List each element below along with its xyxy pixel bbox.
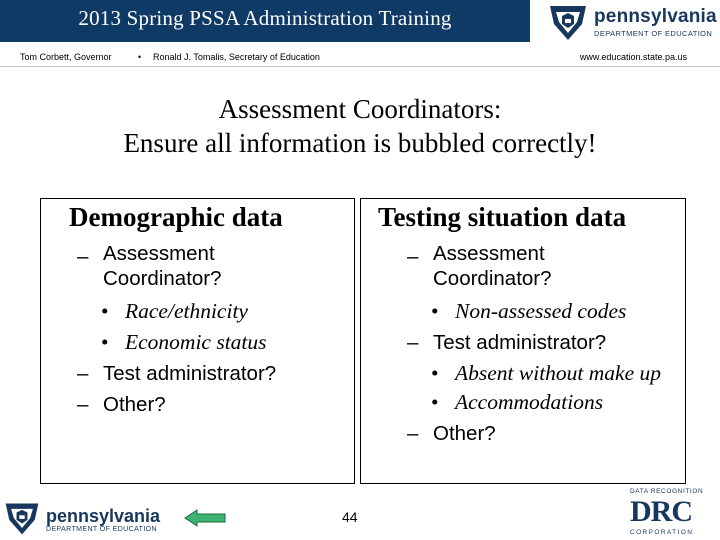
list-item: [407, 241, 593, 291]
testing-situation-title: Testing situation data: [378, 202, 627, 232]
sub-list-item: [431, 296, 679, 327]
sub-item-label: Race/ethnicity: [125, 299, 248, 323]
dash-marker: –: [407, 422, 419, 445]
list-item-label: Assessment Coordinator?: [103, 242, 222, 290]
slide-heading-line1: Assessment Coordinators:: [218, 94, 502, 124]
dash-marker: –: [77, 245, 89, 268]
title-band: [0, 0, 530, 42]
slide-heading: [0, 92, 720, 160]
drc-logo-bottom: CORPORATION: [630, 529, 694, 536]
sub-list-item: [101, 296, 347, 327]
demographic-list: [77, 241, 347, 420]
bullet-marker: •: [101, 299, 109, 323]
sub-item-label: Accommodations: [455, 390, 604, 414]
pa-logo-dept: DEPARTMENT OF EDUCATION: [594, 29, 713, 38]
sub-list-item: [431, 358, 669, 387]
separator-dot: •: [138, 52, 142, 62]
sub-list-item: [431, 387, 679, 418]
pa-logo-word: pennsylvania: [594, 6, 717, 27]
footer-pa-logo: [2, 498, 174, 538]
list-item-label: Assessment Coordinator?: [433, 242, 552, 290]
pa-keystone-seal-icon: [546, 2, 590, 42]
header-bar: [0, 0, 720, 44]
education-url[interactable]: www.education.state.pa.us: [579, 52, 687, 62]
dash-marker: –: [77, 362, 89, 385]
list-item: [407, 418, 679, 449]
pa-keystone-seal-icon: [2, 498, 42, 538]
testing-situation-box: [360, 198, 686, 484]
footer-logo-dept: DEPARTMENT OF EDUCATION: [46, 526, 157, 533]
drc-logo-word: DRC: [630, 495, 692, 528]
demographic-data-title: Demographic data: [69, 202, 283, 232]
bullet-marker: •: [431, 361, 439, 385]
presentation-title: 2013 Spring PSSA Administration Training: [78, 6, 452, 30]
bullet-marker: •: [431, 299, 439, 323]
bullet-marker: •: [101, 330, 109, 354]
secretary-name: Ronald J. Tomalis, Secretary of Education: [153, 52, 320, 62]
pa-education-logo: [546, 2, 716, 42]
subheader-bar: [0, 44, 720, 67]
list-item-label: Test administrator?: [103, 362, 277, 385]
slide-heading-line2: Ensure all information is bubbled correctly!: [123, 128, 597, 158]
sub-list-item: [101, 327, 347, 358]
list-item-label: Other?: [433, 422, 496, 445]
sub-item-label: Absent without make up: [455, 361, 662, 385]
list-item: [77, 389, 347, 420]
drc-logo: [626, 488, 712, 538]
bullet-marker: •: [431, 390, 439, 414]
testing-situation-list: [407, 241, 679, 449]
list-item-label: Other?: [103, 393, 166, 416]
list-item: [407, 327, 679, 358]
list-item-label: Test administrator?: [433, 331, 607, 354]
list-item: [77, 358, 347, 389]
dash-marker: –: [407, 245, 419, 268]
drc-logo-top: DATA RECOGNITION: [630, 488, 704, 495]
sub-item-label: Non-assessed codes: [455, 299, 627, 323]
back-arrow-icon[interactable]: [183, 508, 227, 528]
demographic-data-box: [40, 198, 355, 484]
sub-item-label: Economic status: [125, 330, 267, 354]
list-item: [77, 241, 233, 291]
footer-logo-word: pennsylvania: [46, 506, 161, 526]
dash-marker: –: [77, 393, 89, 416]
page-number: 44: [342, 509, 358, 525]
governor-name: Tom Corbett, Governor: [20, 52, 112, 62]
dash-marker: –: [407, 331, 419, 354]
